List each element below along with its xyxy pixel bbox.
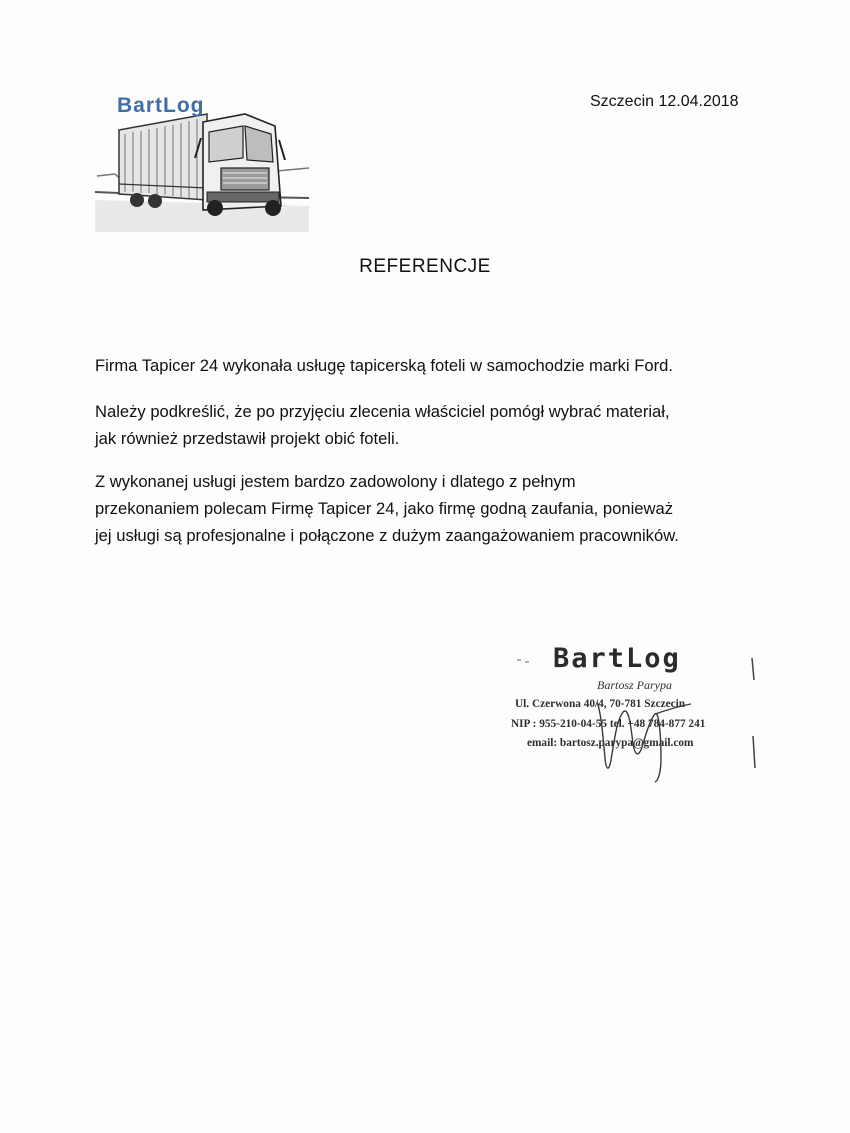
paragraph-1-line-1: Firma Tapicer 24 wykonała usługę tapicerską foteli w samochodzie marki Ford. (95, 356, 673, 375)
document-title: REFERENCJE (359, 256, 491, 277)
paragraph-3-line-1: Z wykonanej usługi jestem bardzo zadowolony i dlatego z pełnym (95, 472, 576, 491)
paragraph-2-line-1: Należy podkreślić, że po przyjęciu zlecenia właściciel pomógł wybrać materiał, (95, 402, 670, 421)
paragraph-2 (95, 398, 775, 452)
stamp-brand: BartLog (553, 643, 681, 674)
company-logo (95, 88, 313, 233)
stamp-nip-tel: NIP : 955-210-04-55 tel. +48 784-877 241 (511, 718, 706, 730)
stamp-email: email: bartosz.parypa@gmail.com (527, 737, 694, 749)
stamp-address: Ul. Czerwona 40/4, 70-781 Szczecin (515, 698, 686, 710)
place-and-date: Szczecin 12.04.2018 (590, 93, 739, 110)
stamp-person-name: Bartosz Parypa (597, 678, 672, 692)
company-stamp (505, 640, 775, 790)
paragraph-3 (95, 468, 775, 549)
paragraph-1 (95, 352, 775, 379)
paragraph-3-line-2: przekonaniem polecam Firmę Tapicer 24, jako firmę godną zaufania, ponieważ (95, 499, 674, 518)
stamp-edge-mark (505, 640, 775, 790)
logo-wordmark: BartLog (117, 94, 205, 117)
paragraph-2-line-2: jak również przedstawił projekt obić foteli. (95, 429, 400, 448)
paragraph-3-line-3: jej usługi są profesjonalne i połączone z dużym zaangażowaniem pracowników. (95, 526, 679, 545)
